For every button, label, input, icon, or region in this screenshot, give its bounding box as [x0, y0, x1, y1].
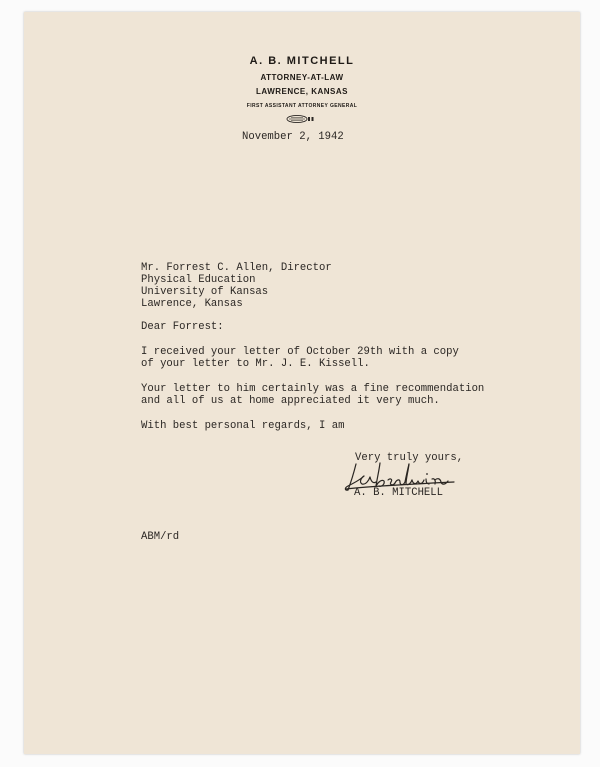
letterhead-title: ATTORNEY-AT-LAW	[260, 73, 344, 82]
letterhead-subtitle: FIRST ASSISTANT ATTORNEY GENERAL	[246, 103, 358, 109]
letter-page	[24, 12, 580, 754]
complimentary-closing: Very truly yours,	[355, 452, 464, 464]
letter-date: November 2, 1942	[242, 131, 344, 143]
body-paragraph-2-line: and all of us at home appreciated it very much.	[141, 395, 440, 407]
recipient-address-line: University of Kansas	[141, 286, 269, 298]
body-paragraph-3: With best personal regards, I am	[141, 420, 345, 432]
reference-initials: ABM/rd	[141, 531, 180, 543]
recipient-address-line: Lawrence, Kansas	[141, 298, 243, 310]
signed-name: A. B. MITCHELL	[354, 487, 444, 499]
letterhead-city: LAWRENCE, KANSAS	[255, 87, 348, 96]
body-paragraph-1-line: of your letter to Mr. J. E. Kissell.	[141, 358, 370, 370]
union-label-icon	[286, 114, 316, 124]
recipient-address-line: Mr. Forrest C. Allen, Director	[141, 262, 332, 274]
letterhead-name: A. B. MITCHELL	[249, 55, 355, 67]
body-paragraph-2-line: Your letter to him certainly was a fine recommendation	[141, 383, 485, 395]
body-paragraph-1-line: I received your letter of October 29th with a copy	[141, 346, 459, 358]
recipient-address-line: Physical Education	[141, 274, 256, 286]
salutation: Dear Forrest:	[141, 321, 224, 333]
